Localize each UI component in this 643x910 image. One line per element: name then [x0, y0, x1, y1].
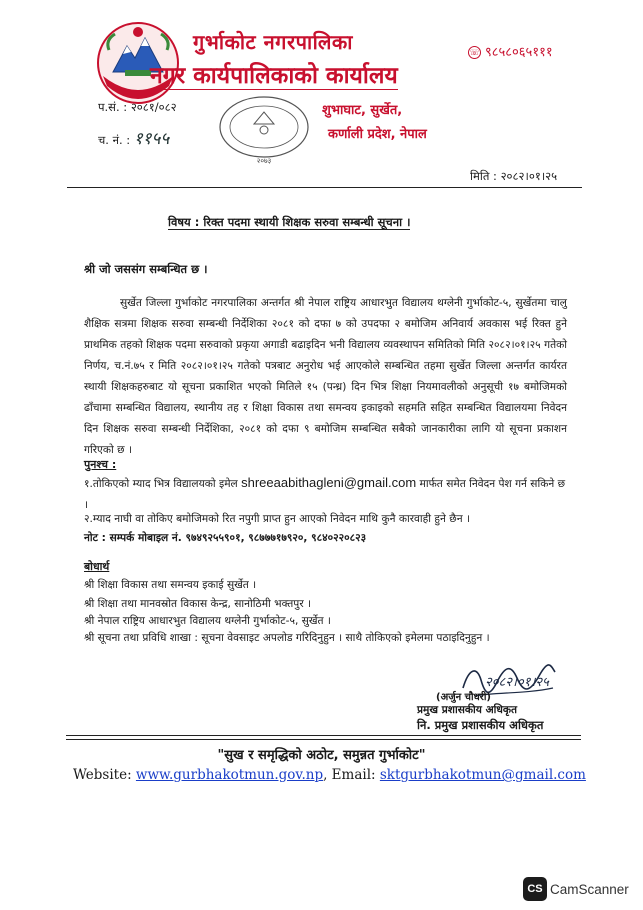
phone-value: ९८५८०६५१११	[485, 45, 553, 60]
reference-number: प.सं. : २०८१/०८२	[98, 100, 177, 114]
stamp-year: २०७३	[256, 157, 272, 164]
website-label: Website:	[73, 767, 132, 783]
postscript-item-2: २.म्याद नाघी वा तोकिए बमोजिमको रित नपुगी प्राप्त हुन आएको निवेदन माथि कुनै कारवाही हुने छैन ।	[84, 513, 470, 525]
camscanner-logo-icon: CS	[523, 877, 547, 901]
cc-item: श्री शिक्षा तथा मानवस्रोत विकास केन्द्र, सानोठिमी भक्तपुर ।	[84, 598, 312, 610]
footer-contact	[73, 767, 586, 783]
phone-number	[468, 42, 553, 60]
school-email[interactable]: shreeaabithagleni@gmail.com	[241, 475, 417, 490]
header-divider	[67, 187, 582, 188]
signatory-title: प्रमुख प्रशासकीय अधिकृत	[417, 704, 518, 716]
signature-date: २०८२।०१।२५	[485, 675, 549, 690]
address-line1: शुभाघाट, सुर्खेत,	[322, 103, 403, 118]
email-link[interactable]: sktgurbhakotmun@gmail.com	[379, 767, 586, 783]
postscript-item-1	[84, 472, 569, 516]
ref-value: २०८१/०८२	[130, 100, 177, 114]
signatory-stamp-title: नि. प्रमुख प्रशासकीय अधिकृत	[417, 718, 544, 732]
cc-item: श्री नेपाल राष्ट्रिय आधारभुत विद्यालय थग्लेनी गुर्भाकोट-५, सुर्खेत ।	[84, 615, 331, 627]
footer-divider-thin	[66, 739, 581, 740]
website-link[interactable]: www.gurbhakotmun.gov.np	[135, 767, 324, 783]
signatory-name: (अर्जुन चौधरी)	[436, 692, 492, 703]
contact-note: नोट : सम्पर्क मोबाइल नं. ९७४९२५५९०१, ९८७७७१७९२०, ९८४०२२०८२३	[84, 532, 367, 544]
address-line2: कर्णाली प्रदेश, नेपाल	[328, 127, 427, 142]
office-name	[150, 58, 398, 90]
subject-line	[168, 215, 410, 230]
body-text: सुर्खेत जिल्ला गुर्भाकोट नगरपालिका अन्तर्गत श्री नेपाल राष्ट्रिय आधारभुत विद्यालय थग्लेनी गुर्भाकोट-५, सुर्खेतमा चालु शैक्षिक सत्रमा शिक्षक सरुवा सम्बन्धी निर्देशिका २०८१ को दफा ७ को उपदफा २ बमोजिम अनिवार्य अवकास भई रिक्त हुने प्राथमिक तहको शिक्षक पदमा सरुवाको प्रकृया अगाडी बढाइदिन भनी विद्यालय व्यवस्थापन समितिको मिति २०८२।०१।२५ गतेको निर्णय, च.नं.७५ र मिति २०८२।०१।२५ गतेको पत्रबाट अनुरोध भई आएकोले सम्बन्धित तहमा सुर्खेत जिल्ला अन्तर्गत कार्यरत स्थायी शिक्षकहरुबाट यो सूचना प्रकाशित भएको मितिले १५ (पन्ध्र) दिन भित्र शिक्षा नियमावलीको अनुसूची १७ बमोजिमको ढाँचामा सम्बन्धित विद्यालय, स्थानीय तह र शिक्षा विकास तथा समन्वय इकाइको सहमति सहित सम्बन्धित विद्यालयमा निवेदन दिन शिक्षक सरुवा सम्बन्धी निर्देशिका, २०८१ को दफा ९ बमोजिम सम्बन्धित सबैको जानकारीका लागि यो सूचना प्रकाशन गरिएको छ ।	[84, 297, 567, 456]
subject-label: विषय :	[168, 215, 200, 229]
postscript-item-1-prefix: १.तोकिएको म्याद भित्र विद्यालयको इमेल	[84, 478, 238, 490]
postscript-item-1-suffix: मार्फत समेत निवेदन पेश गर्न सकिने छ ।	[84, 478, 566, 511]
cc-item: श्री शिक्षा विकास तथा समन्वय इकाई सुर्खेत ।	[84, 579, 257, 591]
footer-slogan: "सुख र समृद्धिको अठोट, समुन्नत गुर्भाकोट"	[217, 748, 426, 763]
cc-title: बोधार्थ	[84, 560, 110, 573]
camscanner-watermark	[523, 877, 629, 901]
salutation: श्री जो जससंग सम्बन्धित छ ।	[84, 262, 208, 276]
date-label: मिति :	[470, 169, 497, 183]
office-stamp-icon	[214, 94, 314, 164]
date-line	[470, 169, 557, 184]
dispatch-number	[98, 126, 169, 149]
dispatch-label: च. नं. :	[98, 133, 131, 147]
office-name-text: नगर कार्यपालिकाको कार्यालय	[150, 63, 398, 89]
camscanner-label: CamScanner	[550, 881, 629, 897]
ref-label: प.सं.	[98, 100, 120, 114]
date-value: २०८२।०१।२५	[500, 169, 558, 183]
email-label: , Email:	[323, 767, 376, 783]
body-paragraph	[84, 293, 567, 461]
footer-divider	[66, 735, 581, 736]
phone-icon: ☏	[469, 48, 480, 57]
cc-item: श्री सूचना तथा प्रविधि शाखा : सूचना वेवसाइट अपलोड गरिदिनुहुन । साथै तोकिएको इमेलमा पठाइदिनुहुन ।	[84, 632, 490, 644]
postscript-title: पुनश्च :	[84, 458, 117, 471]
org-name: गुर्भाकोट नगरपालिका	[193, 30, 353, 54]
dispatch-value: ११५५	[133, 129, 170, 149]
subject-text: रिक्त पदमा स्थायी शिक्षक सरुवा सम्बन्धी सूचना ।	[203, 215, 411, 229]
